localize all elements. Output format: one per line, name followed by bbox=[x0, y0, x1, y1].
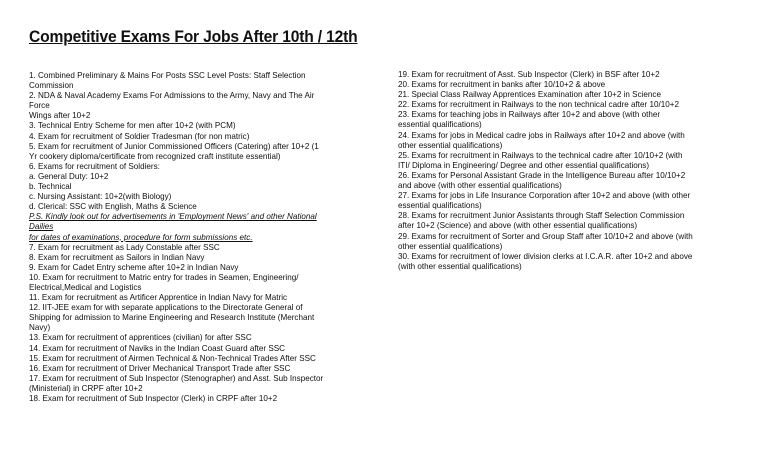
note-line: Dailies bbox=[29, 222, 54, 232]
exam-list-line: Commission bbox=[29, 81, 74, 91]
left-column bbox=[29, 71, 379, 404]
exam-list-line: 9. Exam for Cadet Entry scheme after 10+2 in Indian Navy bbox=[29, 262, 239, 272]
exam-list-line: 19. Exam for recruitment of Asst. Sub Inspector (Clerk) in BSF after 10+2 bbox=[398, 70, 660, 79]
exam-list-line: a. General Duty: 10+2 bbox=[29, 171, 109, 181]
exam-list-line: 4. Exam for recruitment of Soldier Tradesman (for non matric) bbox=[29, 131, 250, 141]
exam-list-line: 21. Special Class Railway Apprentices Examination after 10+2 in Science bbox=[398, 90, 661, 100]
exam-list-line: 3. Technical Entry Scheme for men after 10+2 (with PCM) bbox=[29, 121, 236, 131]
exam-list-line: 17. Exam for recruitment of Sub Inspector (Stenographer) and Asst. Sub Inspector bbox=[29, 373, 324, 383]
exam-list-line: Electrical,Medical and Logistics bbox=[29, 282, 142, 292]
exam-list-line: 12. IIT-JEE exam for with separate applications to the Directorate General of bbox=[29, 303, 303, 313]
exam-list-line: 16. Exam for recruitment of Driver Mechanical Transport Trade after SSC bbox=[29, 363, 291, 373]
exam-list-line: 13. Exam for recruitment of apprentices (civilian) for after SSC bbox=[29, 333, 252, 343]
exam-list-line: 24. Exams for jobs in Medical cadre jobs in Railways after 10+2 and above (with bbox=[398, 130, 685, 140]
exam-list-line: 18. Exam for recruitment of Sub Inspector (Clerk) in CRPF after 10+2 bbox=[29, 394, 278, 403]
page-title: Competitive Exams For Jobs After 10th / 12th bbox=[29, 27, 358, 46]
exam-list-line: d. Clerical: SSC with English, Maths & Science bbox=[29, 202, 197, 212]
exam-list-line: 7. Exam for recruitment as Lady Constable after SSC bbox=[29, 242, 220, 252]
exam-list-line: 26. Exams for Personal Assistant Grade in the Intelligence Bureau after 10/10+2 bbox=[398, 170, 686, 180]
exam-list-line: Navy) bbox=[29, 323, 51, 333]
exam-list-line: Shipping for admission to Marine Engineering and Research Institute (Merchant bbox=[29, 313, 315, 323]
exam-list-line: other essential qualifications) bbox=[398, 241, 503, 251]
exam-list-line: 15. Exam for recruitment of Airmen Technical & Non-Technical Trades After SSC bbox=[29, 353, 316, 363]
exam-list-line: Wings after 10+2 bbox=[29, 111, 91, 121]
exam-list-line: 1. Combined Preliminary & Mains For Posts SSC Level Posts: Staff Selection bbox=[29, 71, 306, 80]
exam-list-line: ITI/ Diploma in Engineering/ Degree and other essential qualifications) bbox=[398, 160, 650, 170]
exam-list-line: 8. Exam for recruitment as Sailors in Indian Navy bbox=[29, 252, 205, 262]
exam-list-line: 6. Exams for recruitment of Soldiers: bbox=[29, 161, 160, 171]
exam-list-line: 5. Exam for recruitment of Junior Commissioned Officers (Catering) after 10+2 (1 bbox=[29, 141, 319, 151]
exam-list-line: other essential qualifications) bbox=[398, 140, 503, 150]
exam-list-line: c. Nursing Assistant: 10+2(with Biology) bbox=[29, 192, 172, 202]
exam-list-line: 25. Exams for recruitment in Railways to the technical cadre after 10/10+2 (with bbox=[398, 150, 683, 160]
exam-list-line: 30. Exams for recruitment of lower division clerks at I.C.A.R. after 10+2 and above bbox=[398, 251, 693, 261]
exam-list-line: 11. Exam for recruitment as Artificer Apprentice in Indian Navy for Matric bbox=[29, 293, 288, 303]
exam-list-line: 28. Exams for recruitment Junior Assistants through Staff Selection Commission bbox=[398, 211, 685, 221]
exam-list-line: essential qualifications) bbox=[398, 120, 482, 130]
exam-list-line: Yr cookery diploma/certificate from recognized craft institute essential) bbox=[29, 151, 281, 161]
exam-list-line: essential qualifications) bbox=[398, 201, 482, 211]
exam-list-line: Force bbox=[29, 101, 50, 111]
right-column bbox=[398, 70, 744, 272]
exam-list-line: 22. Exams for recruitment in Railways to the non technical cadre after 10/10+2 bbox=[398, 100, 679, 110]
exam-list-line: 27. Exams for jobs in Life Insurance Corporation after 10+2 and above (with other bbox=[398, 191, 691, 201]
exam-list-line: after 10+2 (Science) and above (with other essential qualifications) bbox=[398, 221, 638, 231]
note-line: for dates of examinations, procedure for form submissions etc. bbox=[29, 232, 253, 242]
exam-list-line: (Ministerial) in CRPF after 10+2 bbox=[29, 383, 143, 393]
exam-list-line: b. Technical bbox=[29, 182, 72, 192]
exam-list-line: 10. Exam for recruitment to Matric entry for trades in Seamen, Engineering/ bbox=[29, 272, 299, 282]
exam-list-line: 29. Exams for recruitment of Sorter and Group Staff after 10/10+2 and above (with bbox=[398, 231, 693, 241]
exam-list-line: 2. NDA & Naval Academy Exams For Admissions to the Army, Navy and The Air bbox=[29, 91, 315, 101]
note-line: P.S. Kindly look out for advertisements in 'Employment News' and other National bbox=[29, 212, 317, 222]
exam-list-line: (with other essential qualifications) bbox=[398, 261, 522, 271]
exam-list-line: and above (with other essential qualifications) bbox=[398, 181, 562, 191]
exam-list-line: 20. Exams for recruitment in banks after 10/10+2 & above bbox=[398, 80, 606, 90]
exam-list-line: 23. Exams for teaching jobs in Railways after 10+2 and above (with other bbox=[398, 110, 661, 120]
exam-list-line: 14. Exam for recruitment of Naviks in the Indian Coast Guard after SSC bbox=[29, 343, 285, 353]
